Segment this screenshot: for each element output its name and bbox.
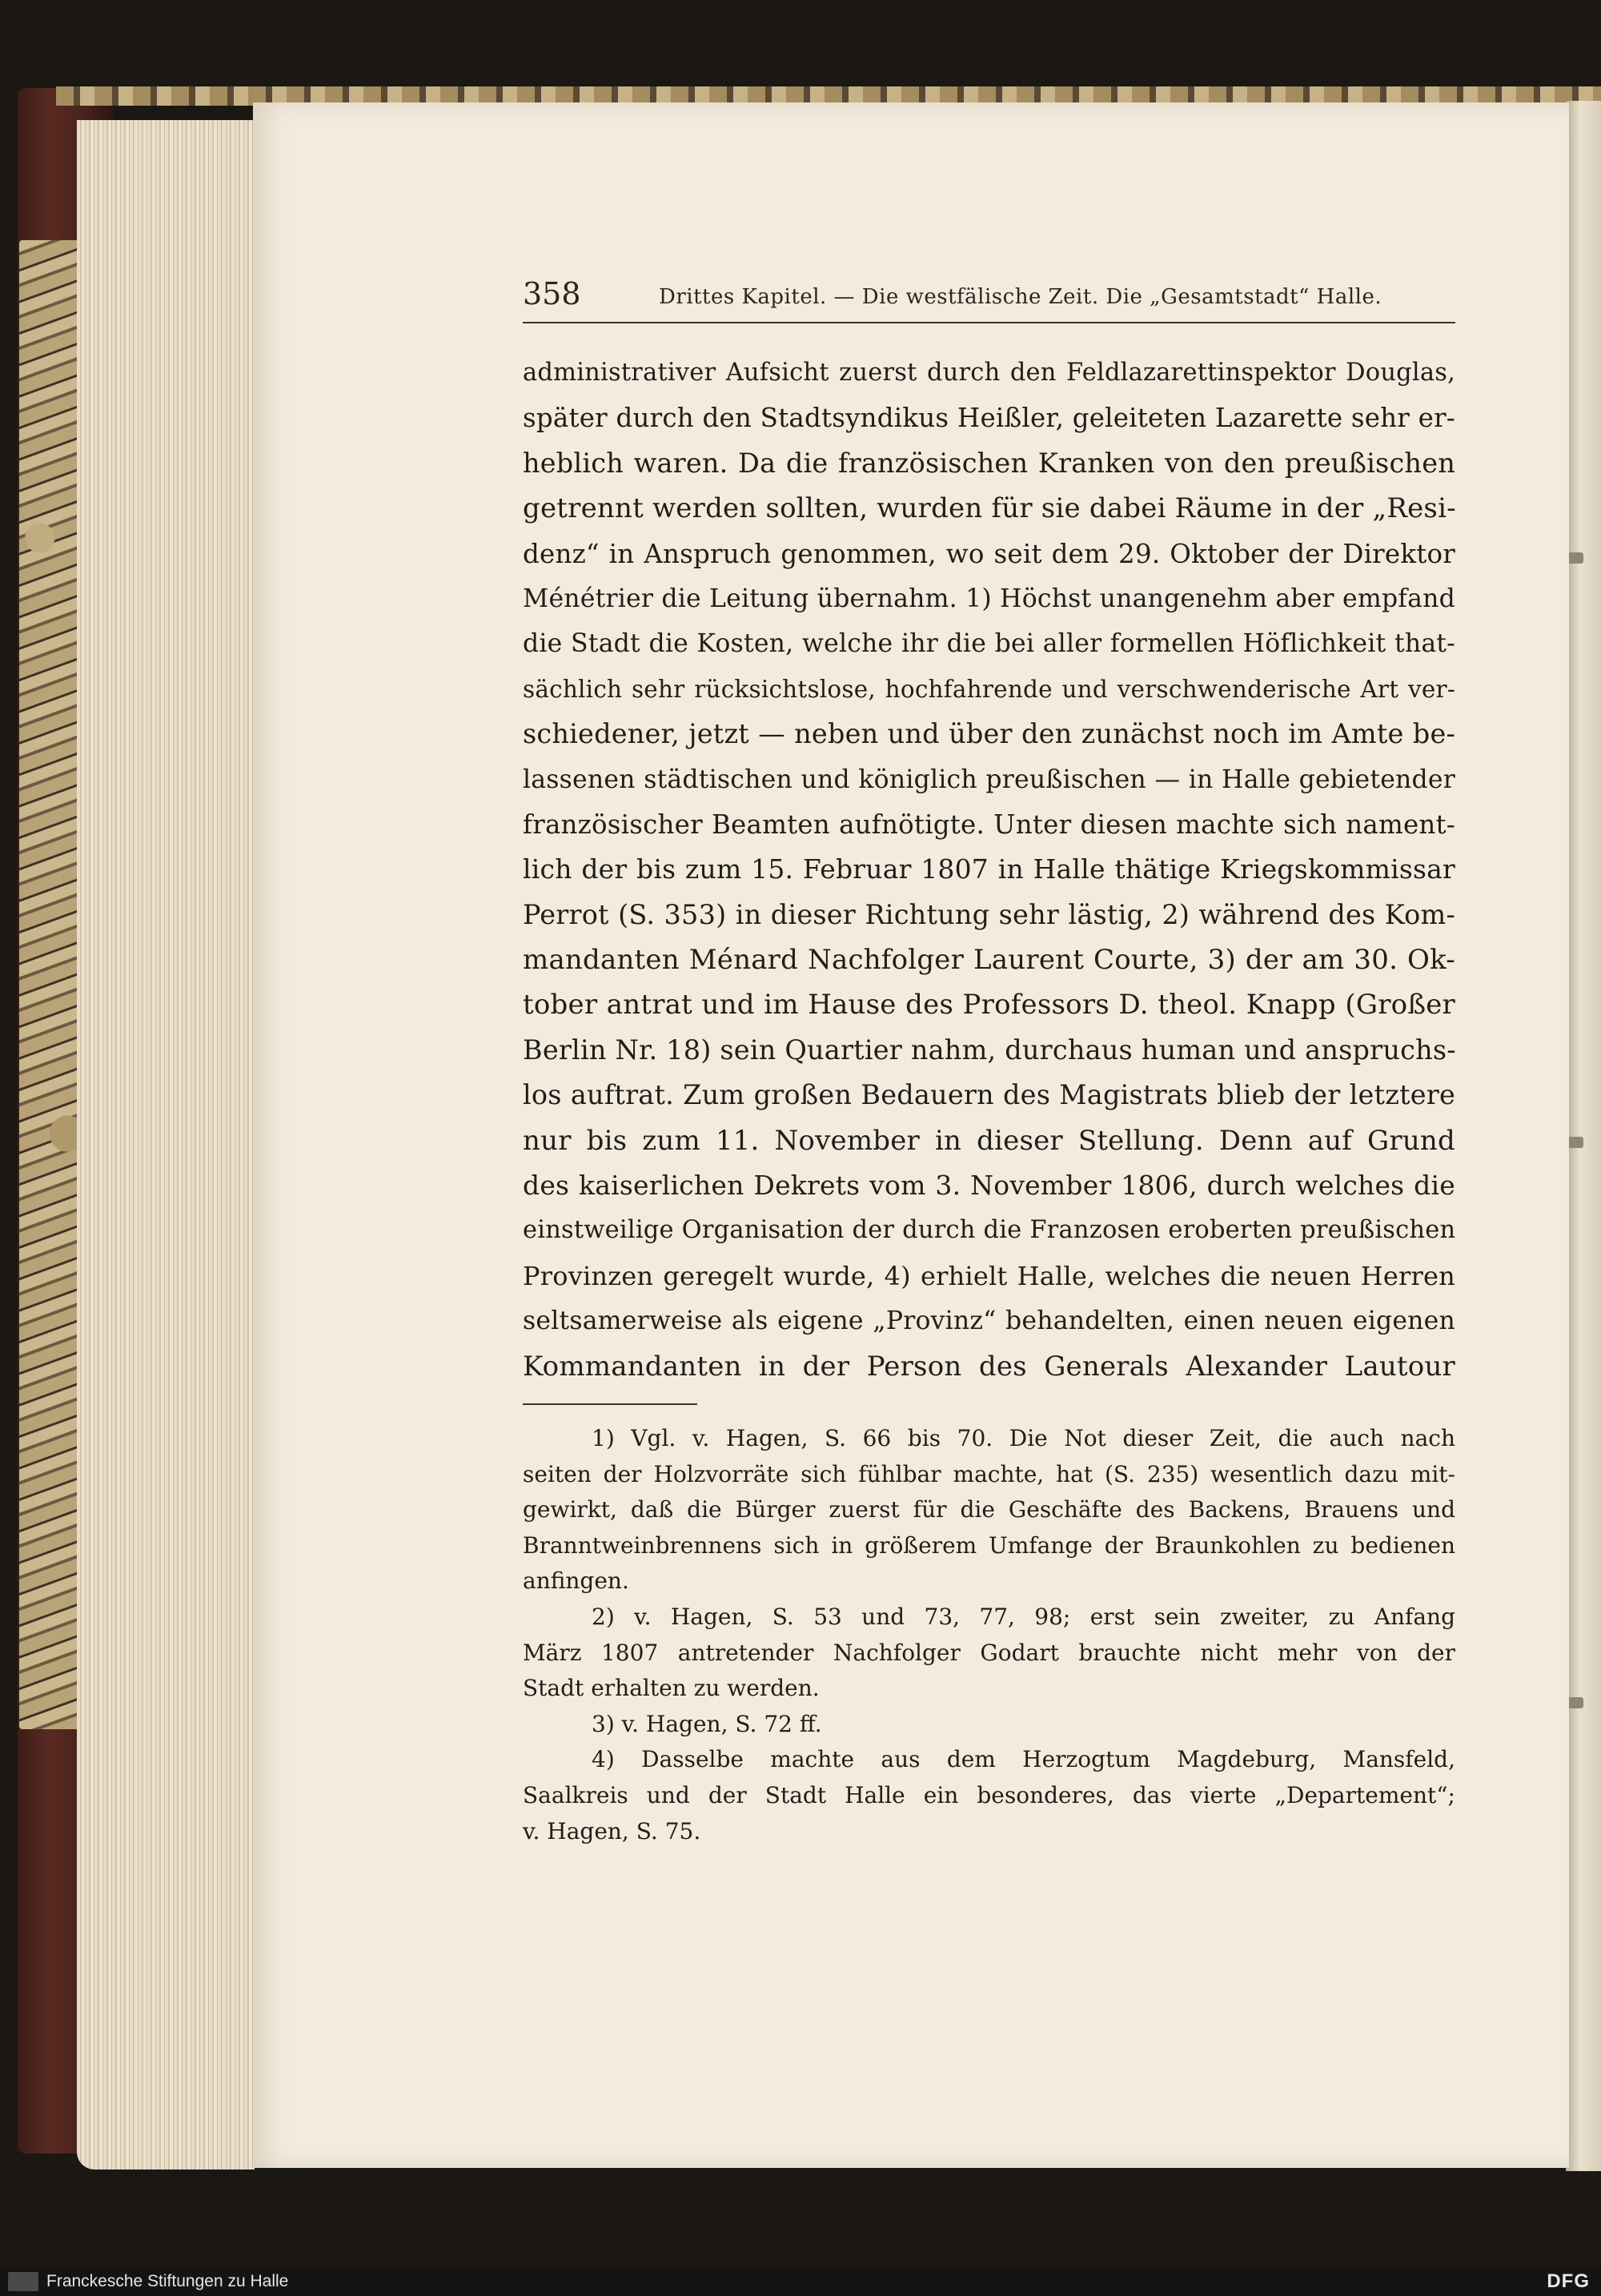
body-line: administrativer Aufsicht zuerst durch den Feldlazarettinspektor Douglas, (523, 359, 1455, 387)
body-line: denz“ in Anspruch genommen, wo seit dem 29. Oktober der Direktor (523, 538, 1455, 569)
body-line: mandanten Ménard Nachfolger Laurent Courte, 3) der am 30. Ok- (523, 944, 1455, 977)
body-line: heblich waren. Da die französischen Kranken von den preußischen (523, 447, 1455, 479)
page-header (523, 276, 1455, 321)
footnote-line: Branntweinbrennens sich in größerem Umfange der Braunkohlen zu bedienen (523, 1531, 1455, 1559)
footnote-rule (523, 1403, 697, 1405)
body-line: Perrot (S. 353) in dieser Richtung sehr lästig, 2) während des Kom- (523, 898, 1455, 930)
footnote-line: Stadt erhalten zu werden. (523, 1675, 820, 1702)
footnote-line: 1) Vgl. v. Hagen, S. 66 bis 70. Die Not dieser Zeit, die auch nach (592, 1425, 1455, 1451)
body-line: seltsamerweise als eigene „Provinz“ behandelten, einen neuen eigenen (523, 1307, 1455, 1336)
body-line: französischer Beamten aufnötigte. Unter diesen machte sich nament- (523, 809, 1455, 840)
body-line: nur bis zum 11. November in dieser Stellung. Denn auf Grund (523, 1124, 1455, 1157)
facing-page-edge (1566, 101, 1601, 2171)
body-text (523, 351, 1455, 1389)
footnote-line: anfingen. (523, 1567, 629, 1595)
page-edge-stack (77, 120, 255, 2170)
body-line: Provinzen geregelt wurde, 4) erhielt Halle, welches die neuen Herren (523, 1260, 1455, 1291)
institution-name: Franckesche Stiftungen zu Halle (46, 2272, 289, 2290)
body-line: die Stadt die Kosten, welche ihr die bei aller formellen Höflichkeit that- (523, 629, 1455, 659)
page-number: 358 (523, 276, 581, 311)
body-line: Ménétrier die Leitung übernahm. 1) Höchst unangenehm aber empfand (523, 584, 1455, 613)
dfg-logo: DFG (1547, 2270, 1590, 2292)
running-head: Drittes Kapitel. — Die westfälische Zeit. Die „Gesamtstadt“ Halle. (659, 285, 1382, 309)
footnote-line: seiten der Holzvorräte sich fühlbar machte, hat (S. 235) wesentlich dazu mit- (523, 1460, 1455, 1487)
footnote-line: v. Hagen, S. 75. (523, 1817, 701, 1844)
footnote-line: Saalkreis und der Stadt Halle ein besonderes, das vierte „Departement“; (523, 1781, 1455, 1808)
body-line: einstweilige Organisation der durch die Franzosen eroberten preußischen (523, 1216, 1456, 1245)
footnote-line: 4) Dasselbe machte aus dem Herzogtum Magdeburg, Mansfeld, (592, 1746, 1455, 1773)
footnote-line: 2) v. Hagen, S. 53 und 73, 77, 98; erst sein zweiter, zu Anfang (592, 1603, 1455, 1630)
body-line: schiedener, jetzt — neben und über den zunächst noch im Amte be- (523, 718, 1455, 750)
body-line: sächlich sehr rücksichtslose, hochfahrende und verschwenderische Art ver- (523, 675, 1455, 703)
body-line: getrennt werden sollten, wurden für sie dabei Räume in der „Resi- (523, 492, 1456, 525)
viewer-footer (0, 2267, 1601, 2296)
body-line: Kommandanten in der Person des Generals Alexander Lautour (523, 1350, 1455, 1383)
body-line: los auftrat. Zum großen Bedauern des Magistrats blieb der letztere (523, 1079, 1455, 1111)
header-rule (523, 322, 1455, 323)
body-line: lassenen städtischen und königlich preußischen — in Halle gebietender (523, 765, 1455, 794)
body-line: lich der bis zum 15. Februar 1807 in Halle thätige Kriegskommissar (523, 853, 1455, 885)
footnotes (523, 1421, 1455, 1849)
institution-logo-icon (8, 2272, 38, 2291)
footnote-line: März 1807 antretender Nachfolger Godart brauchte nicht mehr von der (523, 1639, 1455, 1666)
body-line: des kaiserlichen Dekrets vom 3. November 1806, durch welches die (523, 1170, 1455, 1202)
body-line: Berlin Nr. 18) sein Quartier nahm, durchaus human und anspruchs- (523, 1034, 1456, 1066)
footnote-line: gewirkt, daß die Bürger zuerst für die Geschäfte des Backens, Brauens und (523, 1496, 1455, 1523)
body-line: später durch den Stadtsyndikus Heißler, geleiteten Lazarette sehr er- (523, 403, 1455, 434)
body-line: tober antrat und im Hause des Professors D. theol. Knapp (Großer (523, 989, 1455, 1022)
footnote-line: 3) v. Hagen, S. 72 ff. (592, 1710, 822, 1737)
